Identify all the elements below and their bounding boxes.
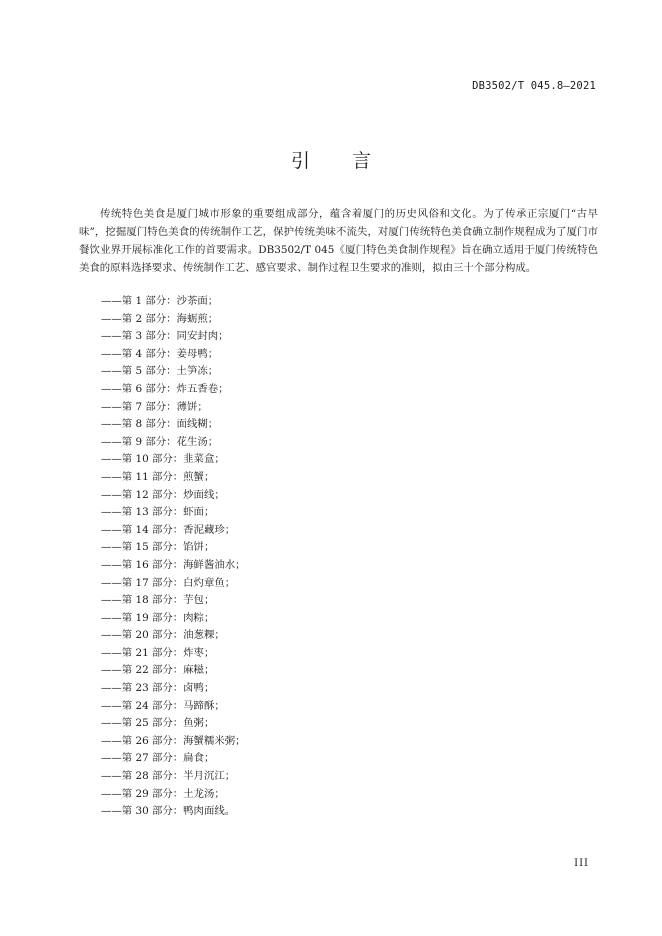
intro-section: [79, 205, 598, 277]
list-item: ——第 20 部分：油葱粿；: [101, 629, 225, 642]
list-item: ——第 3 部分：同安封肉；: [101, 330, 229, 343]
parts-list: [101, 293, 246, 821]
list-item: ——第 4 部分：姜母鸭；: [101, 347, 219, 360]
list-item: ——第 25 部分：鱼粥；: [101, 717, 215, 730]
list-item: ——第 24 部分：马蹄酥；: [101, 699, 225, 712]
list-item: ——第 22 部分：麻糍；: [101, 664, 215, 677]
list-item: ——第 6 部分：炸五香卷；: [101, 382, 229, 395]
list-item: ——第 1 部分：沙茶面；: [101, 295, 219, 307]
intro-paragraph: 传统特色美食是厦门城市形象的重要组成部分，蕴含着厦门的历史风俗和文化。为了传承正宗厦门“古早味”，挖掘厦门特色美食的传统制作工艺，保护传统美味不流失，对厦门传统特色美食确立制作规程成为了厦门市餐饮业界开展标准化工作的首要需求。DB3502/T 045《厦门特色美食制作规程》旨在确立适用于厦门传统特色美食的原料选择要求、传统制作工艺、感官要求、制作过程卫生要求的准则，拟由三十个部分构成。: [79, 208, 598, 274]
list-item: ——第 5 部分：土笋冻；: [101, 365, 219, 378]
page-number: III: [574, 858, 589, 869]
list-item: ——第 7 部分：薄饼；: [101, 400, 208, 413]
list-item: ——第 2 部分：海蛎煎；: [101, 312, 219, 325]
section-title: 引 言: [290, 150, 390, 172]
list-item: ——第 18 部分：芋包；: [101, 594, 215, 607]
list-item: ——第 19 部分：肉粽；: [101, 611, 215, 624]
list-item: ——第 27 部分：扁食；: [101, 752, 215, 765]
list-item: ——第 9 部分：花生汤；: [101, 435, 219, 448]
list-item: ——第 29 部分：土龙汤；: [101, 787, 225, 800]
list-item: ——第 16 部分：海鲜酱油水；: [101, 558, 246, 571]
list-item: ——第 28 部分：半月沉江；: [101, 770, 236, 783]
list-item: ——第 8 部分：面线糊；: [101, 418, 219, 431]
document-code: DB3502/T 045.8—2021: [472, 80, 596, 92]
list-item: ——第 14 部分：香泥藏珍；: [101, 523, 236, 536]
list-item: ——第 21 部分：炸枣；: [101, 646, 215, 659]
list-item: ——第 10 部分：韭菜盒；: [101, 453, 225, 466]
list-item: ——第 26 部分：海蟹糯米粥；: [101, 734, 246, 747]
list-item: ——第 11 部分：煎蟹；: [101, 470, 215, 483]
list-item: ——第 12 部分：炒面线；: [101, 488, 225, 501]
list-item: ——第 15 部分：馅饼；: [101, 541, 215, 554]
list-item: ——第 17 部分：白灼章鱼；: [101, 576, 236, 589]
list-item: ——第 30 部分：鸭肉面线。: [101, 805, 236, 818]
list-item: ——第 13 部分：虾面；: [101, 506, 215, 519]
list-item: ——第 23 部分：卤鸭；: [101, 682, 215, 695]
